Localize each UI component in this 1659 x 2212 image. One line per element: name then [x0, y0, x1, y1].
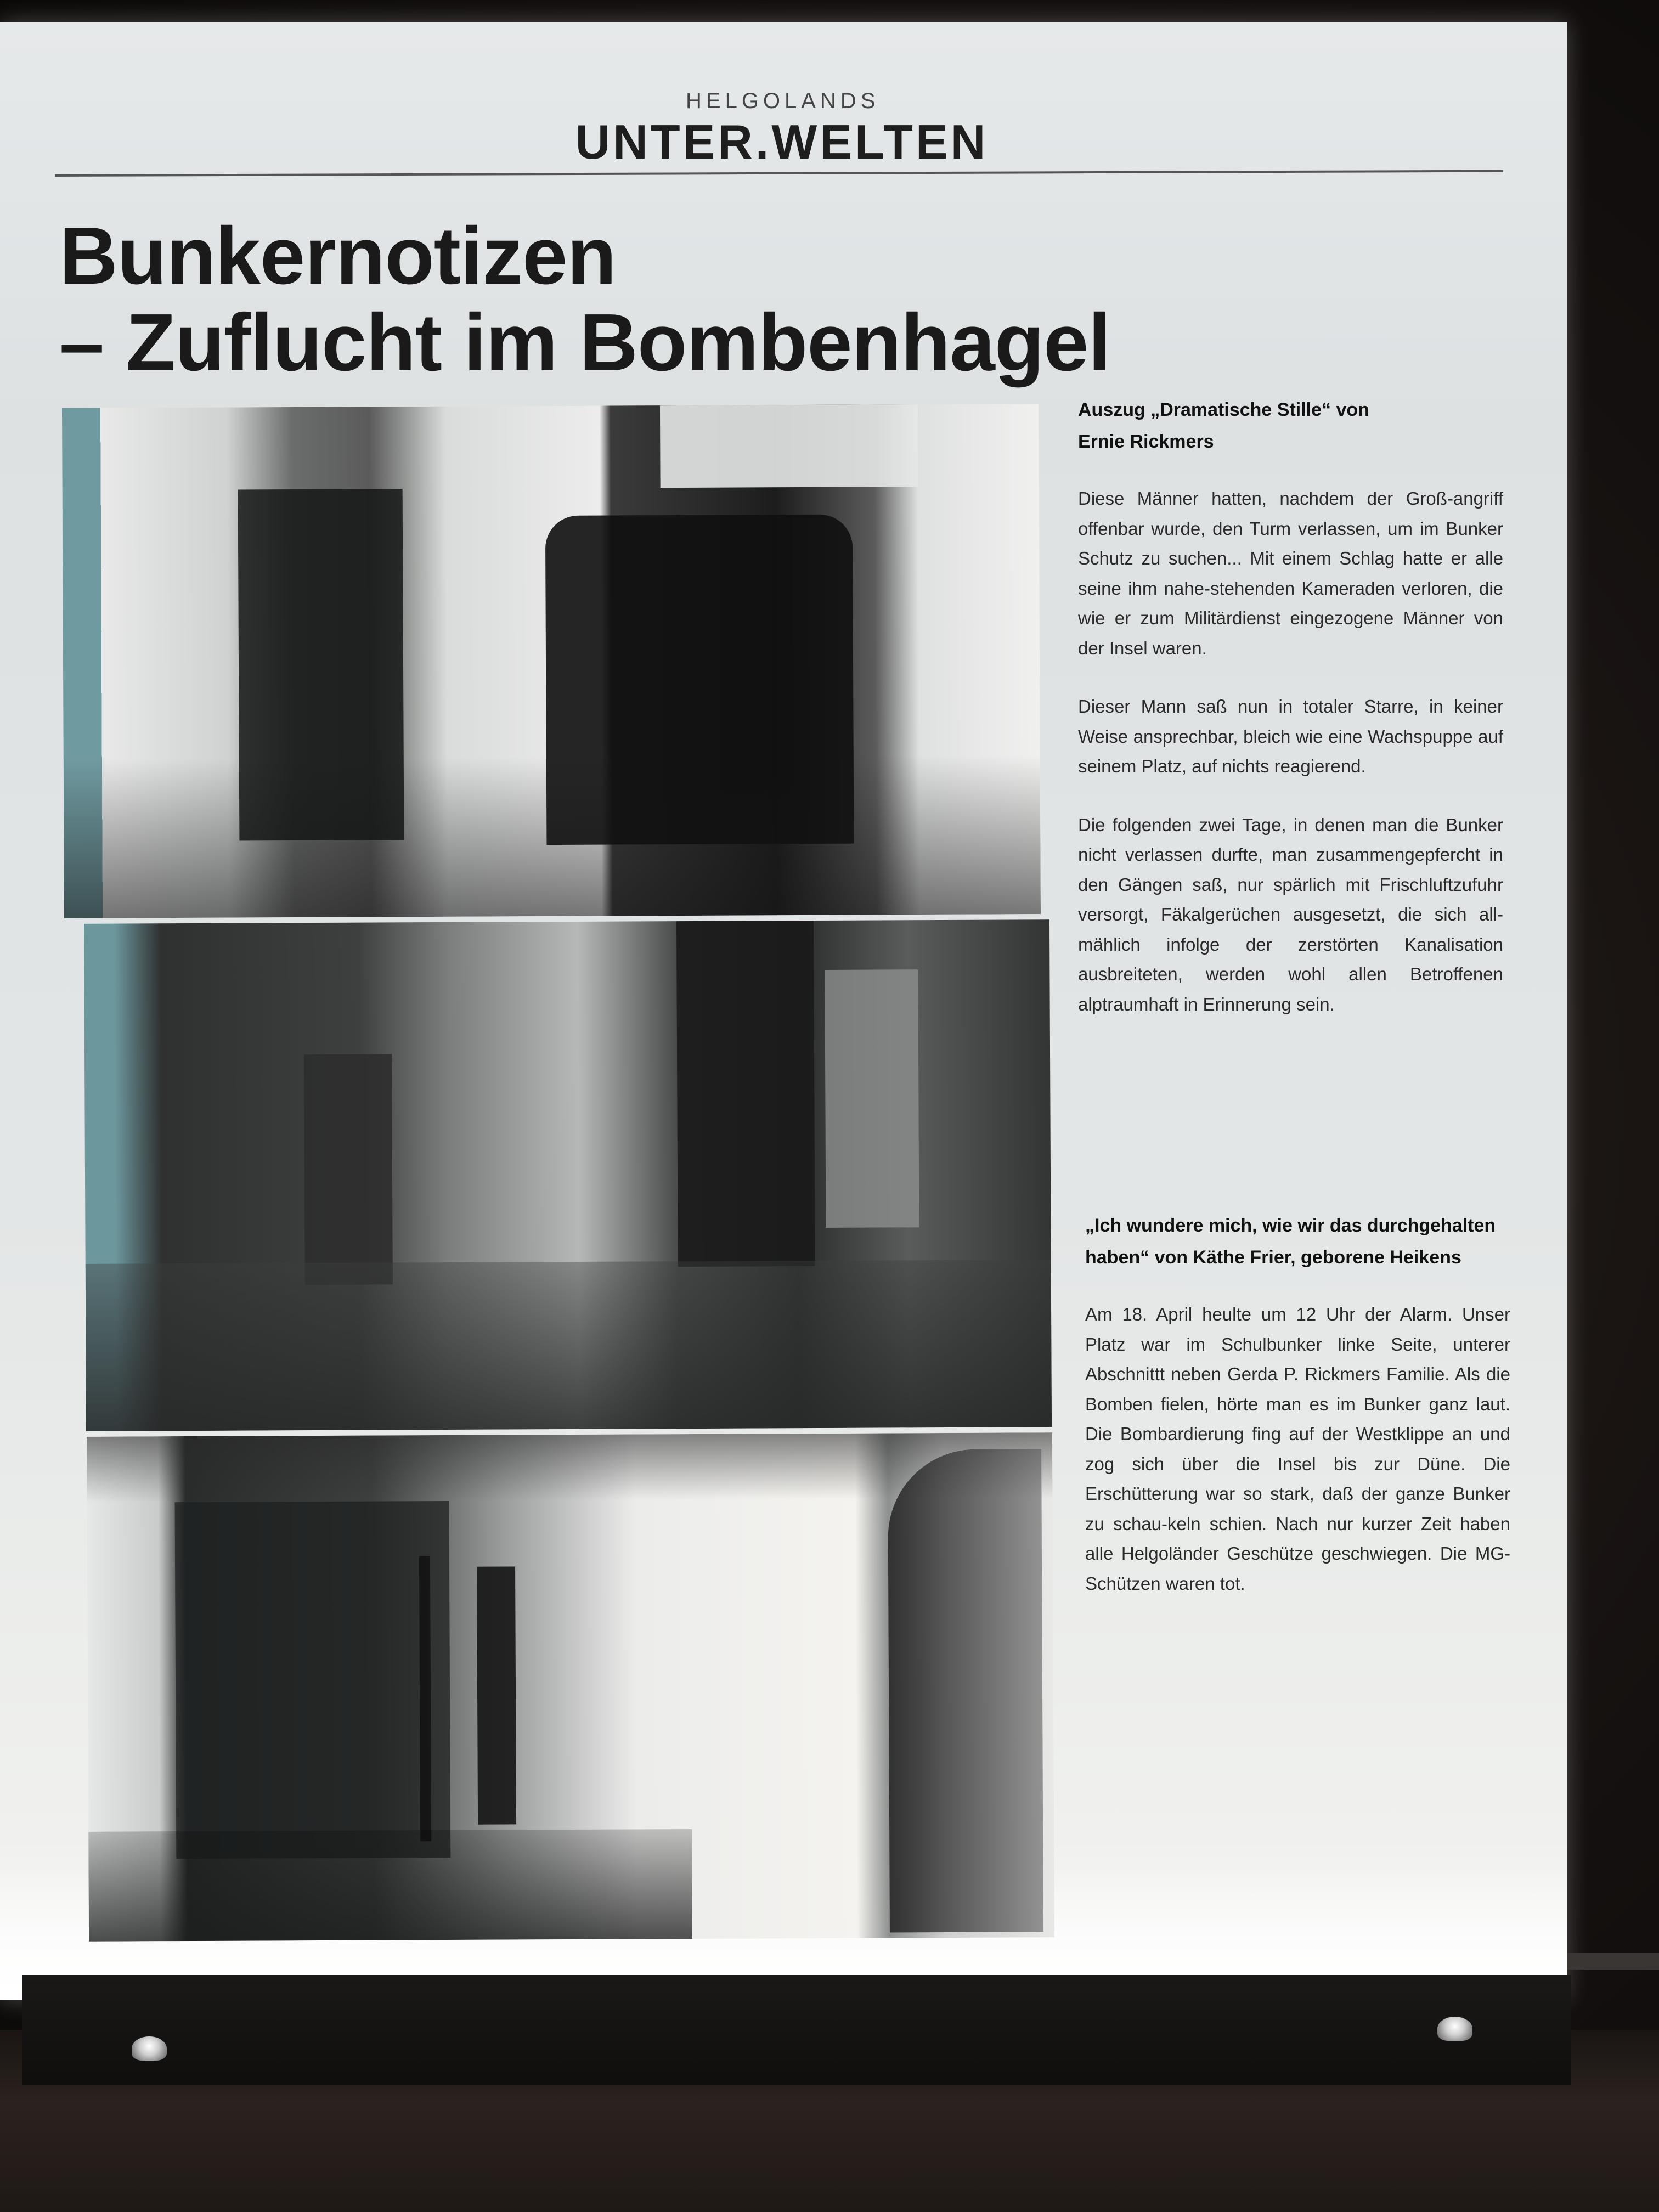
title-line-1: Bunkernotizen	[59, 211, 616, 301]
paragraph: Dieser Mann saß nun in totaler Starre, in keiner Weise ansprechbar, bleich wie eine Wachspuppe auf seinem Platz, auf nichts reagierend.	[1078, 696, 1503, 776]
section-heading: Auszug „Dramatische Stille“ von Ernie Rickmers	[1078, 399, 1369, 452]
section-excerpt-frier	[1085, 1210, 1510, 1627]
paragraph: Am 18. April heulte um 12 Uhr der Alarm. Unser Platz war im Schulbunker linke Seite, unterer Abschnittt neben Gerda P. Rickmers Familie. Als die Bomben fielen, hörte man es im Bunker ganz laut. Die Bombardierung fing auf der Westklippe an und zog sich über die Insel bis zur Düne. Die Erschütterung war so stark, daß der ganze Bunker zu schau-keln schien. Nach nur kurzer Zeit haben alle Helgoländer Geschütze geschwiegen. Die MG-Schützen waren tot.	[1085, 1304, 1510, 1594]
brand-kicker: HELGOLANDS	[686, 89, 880, 113]
panel-frame-bottom	[22, 1975, 1571, 2085]
light-fixture-left	[132, 2036, 167, 2061]
brand-logo: UNTER.WELTEN	[575, 115, 989, 169]
bunker-photo-middle	[84, 919, 1052, 1431]
wall-rail	[1567, 1953, 1659, 1970]
section-heading: „Ich wundere mich, wie wir das durchgehalten haben“ von Käthe Frier, geborene Heikens	[1085, 1215, 1496, 1268]
bunker-photo-bottom	[87, 1432, 1054, 1942]
light-fixture-right	[1437, 2017, 1472, 2041]
section-excerpt-rickmers	[1078, 394, 1503, 1048]
paragraph: Die folgenden zwei Tage, in denen man die Bunker nicht verlassen durfte, man zusammengepfercht in den Gängen saß, nur spärlich mit Frischluftzufuhr versorgt, Fäkalgerüchen ausgesetzt, die sich all-mählich infolge der zerstörten Kanalisation ausbreiteten, werden wohl allen Betroffenen alptraumhaft in Erinnerung sein.	[1078, 814, 1503, 1014]
section-body	[1078, 484, 1503, 1019]
page-title	[59, 213, 1156, 386]
paragraph: Diese Männer hatten, nachdem der Groß-angriff offenbar wurde, den Turm verlassen, um im Bunker Schutz zu suchen... Mit einem Schlag hatte er alle seine ihm nahe-stehenden Kameraden verloren, die wie er zum Militärdienst eingezogene Männer von der Insel waren.	[1078, 488, 1503, 658]
bunker-photo-top	[62, 404, 1041, 918]
section-body	[1085, 1300, 1510, 1599]
title-line-2: – Zuflucht im Bombenhagel	[59, 297, 1110, 388]
